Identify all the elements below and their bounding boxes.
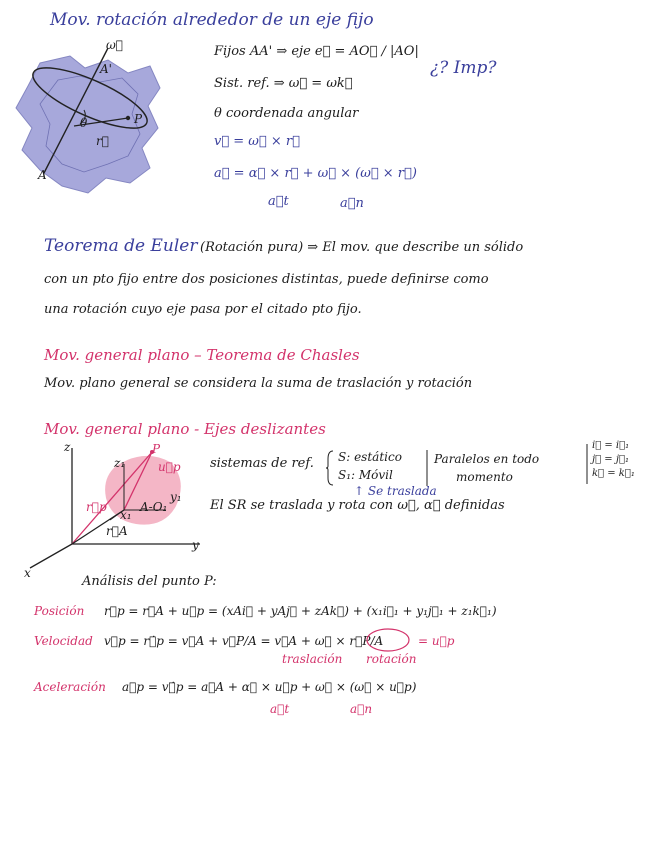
bracket-ijk [584, 444, 590, 484]
traslacion-label: traslación [282, 652, 343, 666]
acc-at-label: a⃗t [270, 702, 290, 716]
se-traslada-note: ↑ Se traslada [354, 484, 437, 498]
euler-line1: (Rotación pura) ⇒ El mov. que describe un sólido [200, 240, 524, 255]
bracket-left [326, 450, 334, 486]
s-estatico: S: estático [338, 450, 402, 464]
ra-label: r⃗A [106, 524, 128, 538]
sr-line: El SR se traslada y rota con ω⃗, α⃗ definidas [210, 498, 505, 513]
fig1-omega-label: ω⃗ [106, 38, 123, 52]
rotation-figure [10, 38, 180, 208]
fig1-p-label: P [134, 112, 143, 126]
ijk-j: j⃗ = j⃗₁ [592, 454, 629, 465]
z1-label: z₁ [114, 456, 126, 470]
s1-movil: S₁: Móvil [338, 468, 393, 482]
paralelos-2: momento [456, 470, 513, 484]
ijk-k: k⃗ = k⃗₁ [592, 468, 635, 479]
euler-title: Teorema de Euler [44, 236, 198, 256]
sist-ref-line: Sist. ref. ⇒ ω⃗ = ωk⃗ [214, 76, 353, 91]
section1-title: Mov. rotación alrededor de un eje fijo [50, 10, 374, 30]
at-label: a⃗t [268, 194, 289, 209]
sistemas-label: sistemas de ref. [210, 456, 314, 471]
euler-line3: una rotación cuyo eje pasa por el citado pto fijo. [44, 302, 362, 317]
aceleracion-eq: a⃗p = v⃗̇p = a⃗A + α⃗ × u⃗p + ω⃗ × (ω⃗ × u⃗p) [122, 680, 417, 694]
fig1-r-label: r⃗ [96, 134, 109, 148]
up-label: u⃗p [158, 460, 181, 474]
chasles-title: Mov. general plano – Teorema de Chasles [44, 346, 360, 364]
imp-note: ¿? Imp? [430, 58, 497, 78]
x-axis [30, 544, 72, 568]
posicion-eq: r⃗p = r⃗A + u⃗p = (xAi⃗ + yAj⃗ + zAk⃗) + (x₁i⃗₁ + y₁j⃗₁ + z₁k⃗₁) [104, 604, 497, 618]
posicion-label: Posición [34, 604, 85, 618]
aceleracion-label: Aceleración [34, 680, 106, 694]
x-axis-label: x [24, 566, 31, 580]
z-axis-label: z [64, 440, 71, 454]
an-label: a⃗n [340, 196, 364, 211]
velocidad-tail: = u⃗p [418, 634, 455, 648]
y-axis-label: y [192, 538, 199, 552]
chasles-line: Mov. plano general se considera la suma de traslación y rotación [44, 376, 473, 391]
ejes-title: Mov. general plano - Ejes deslizantes [44, 420, 326, 438]
point-p [126, 116, 130, 120]
rpa-circle [366, 628, 410, 652]
y1-label: y₁ [170, 490, 182, 504]
paralelos-1: Paralelos en todo [434, 452, 540, 466]
velocity-formula: v⃗ = ω⃗ × r⃗ [214, 134, 300, 149]
x1-label: x₁ [120, 508, 132, 522]
theta-line: θ coordenada angular [214, 106, 359, 121]
acc-an-label: a⃗n [350, 702, 373, 716]
velocidad-label: Velocidad [34, 634, 93, 648]
euler-line2: con un pto fijo entre dos posiciones distintas, puede definirse como [44, 272, 489, 287]
fig1-theta-label: θ [80, 116, 88, 130]
fig1-aprime-label: A' [100, 62, 112, 76]
fig1-a-label: A [38, 168, 47, 182]
rp-label: r⃗p [86, 500, 107, 514]
fijos-line: Fijos AA' ⇒ eje e⃗ = AO⃗ / |AO| [214, 44, 419, 59]
acceleration-formula: a⃗ = α⃗ × r⃗ + ω⃗ × (ω⃗ × r⃗) [214, 166, 417, 181]
velocidad-eq: v⃗p = r⃗̇p = v⃗A + v⃗P/A = v⃗A + ω⃗ × r⃗P/A [104, 634, 384, 648]
ao1-label: A-O₁ [140, 500, 168, 514]
ijk-i: i⃗ = i⃗₁ [592, 440, 630, 451]
rotacion-label: rotación [366, 652, 417, 666]
analisis-title: Análisis del punto P: [82, 574, 217, 589]
bracket-right [424, 450, 430, 486]
p-point-label: P [152, 442, 161, 456]
